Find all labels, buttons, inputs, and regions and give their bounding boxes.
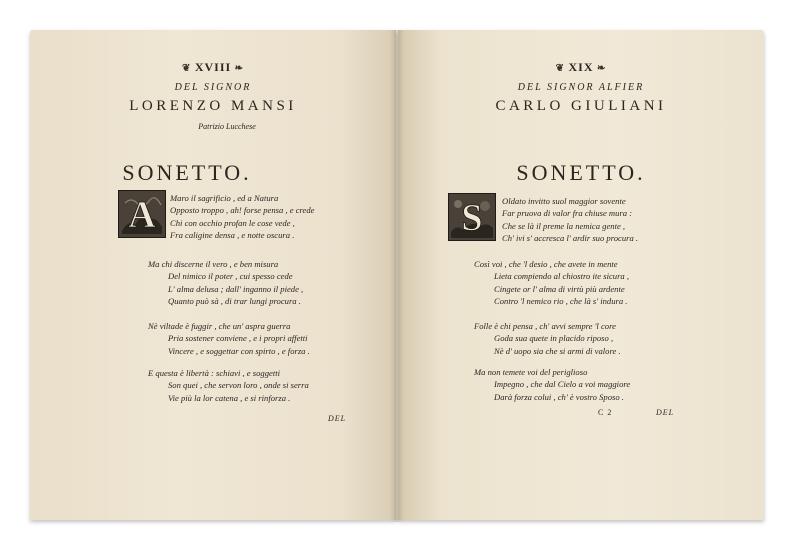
catchword-left: DEL (328, 414, 347, 423)
verse-line: Folle è chi pensa , ch' avvi sempre 'l core (474, 321, 616, 331)
verse-line: L' alma delusa ; dall' inganno il piede , (168, 283, 304, 294)
stanza-2 (474, 258, 629, 308)
ornament-icon: ❦ (555, 63, 569, 74)
ornament-icon: ❧ (231, 63, 245, 74)
verse-line: Fra caligine densa , e notte oscura . (170, 230, 295, 241)
initial-letter: S (461, 197, 483, 239)
poem-title: SONETTO. (516, 160, 646, 185)
ornament-icon: ❦ (181, 63, 195, 74)
signature-mark: C 2 (598, 408, 613, 417)
verse-line: Son quei , che servon loro , onde si serra (168, 380, 309, 391)
left-page (30, 30, 396, 520)
page-number-right: ❦ XIX ❧ (555, 60, 607, 74)
verse-line: Lieta compiendo al chiostro ite sicura , (494, 271, 630, 282)
stanza-4 (148, 367, 309, 404)
verse-line: Ch' ivi s' accresca l' ardir suo procura . (502, 233, 639, 244)
open-book (30, 30, 768, 526)
verse-line: Goda sua quete in placido riposo , (494, 333, 614, 344)
verse-line: Maro il sagrificio , ed a Natura (170, 193, 279, 203)
verse-line: Nè d' uopo sia che si armi di valore . (494, 345, 621, 356)
page-number-left: ❦ XVIII ❧ (181, 60, 245, 74)
verse-line: Pria sostener conviene , e i propri affetti (168, 333, 308, 344)
verse-line: Così voi , che 'l desio , che avete in mente (474, 259, 618, 269)
author-name: CARLO GIULIANI (495, 98, 667, 114)
catchword-right: DEL (656, 408, 675, 417)
right-page (398, 30, 764, 520)
initial-letter: A (128, 194, 156, 236)
verse-line: Del nimico il poter , cui spesso cede (168, 271, 293, 282)
author-heading: DEL SIGNOR (174, 82, 252, 93)
poem-title: SONETTO. (122, 160, 252, 185)
ornament-icon: ❧ (593, 63, 607, 74)
stanza-1 (502, 195, 638, 245)
verse-line: Chi con occhio profan le cose vede , (170, 217, 295, 228)
verse-line: Contro 'l nemico rio , che là s' indura . (494, 296, 628, 307)
stanza-4 (474, 366, 630, 403)
verse-line: Ma chi discerne il vero , e ben misura (148, 259, 279, 269)
decorated-initial (448, 193, 496, 241)
verse-line: Vie più la lor catena , e si rinforza . (168, 392, 291, 403)
verse-line: Opposto troppo , ah! forse pensa , e crede (170, 205, 315, 216)
book-gutter (390, 30, 404, 522)
stanza-3 (474, 320, 621, 357)
decorated-initial (118, 190, 166, 238)
stanza-1 (170, 192, 314, 242)
author-subtitle: Patrizio Lucchese (198, 122, 256, 131)
verse-line: Ma non temete voi del periglioso (474, 367, 588, 377)
stanza-2 (148, 258, 303, 308)
verse-line: Che se là il preme la nemica gente , (502, 220, 626, 231)
verse-line: Impegno , che dal Cielo a voi maggiore (494, 379, 631, 390)
verse-line: Oldato invitto suol maggior sovente (502, 196, 626, 206)
author-name: LORENZO MANSI (129, 98, 297, 114)
author-heading: DEL SIGNOR ALFIER (517, 82, 645, 93)
verse-line: Nè viltade è fuggir , che un' aspra guerra (148, 321, 291, 331)
stanza-3 (148, 320, 310, 357)
verse-line: Quanto può sà , di trar lungi procura . (168, 296, 301, 307)
verse-line: Darà forza colui , ch' è vostro Sposo . (494, 391, 624, 402)
verse-line: Cingete or l' alma di virtù più ardente (494, 283, 625, 294)
verse-line: Vincere , e soggettar con spirto , e forza . (168, 345, 310, 356)
verse-line: E questa è libertà : schiavi , e soggetti (148, 368, 280, 378)
verse-line: Far pruova di valor fra chiuse mura : (502, 208, 633, 219)
